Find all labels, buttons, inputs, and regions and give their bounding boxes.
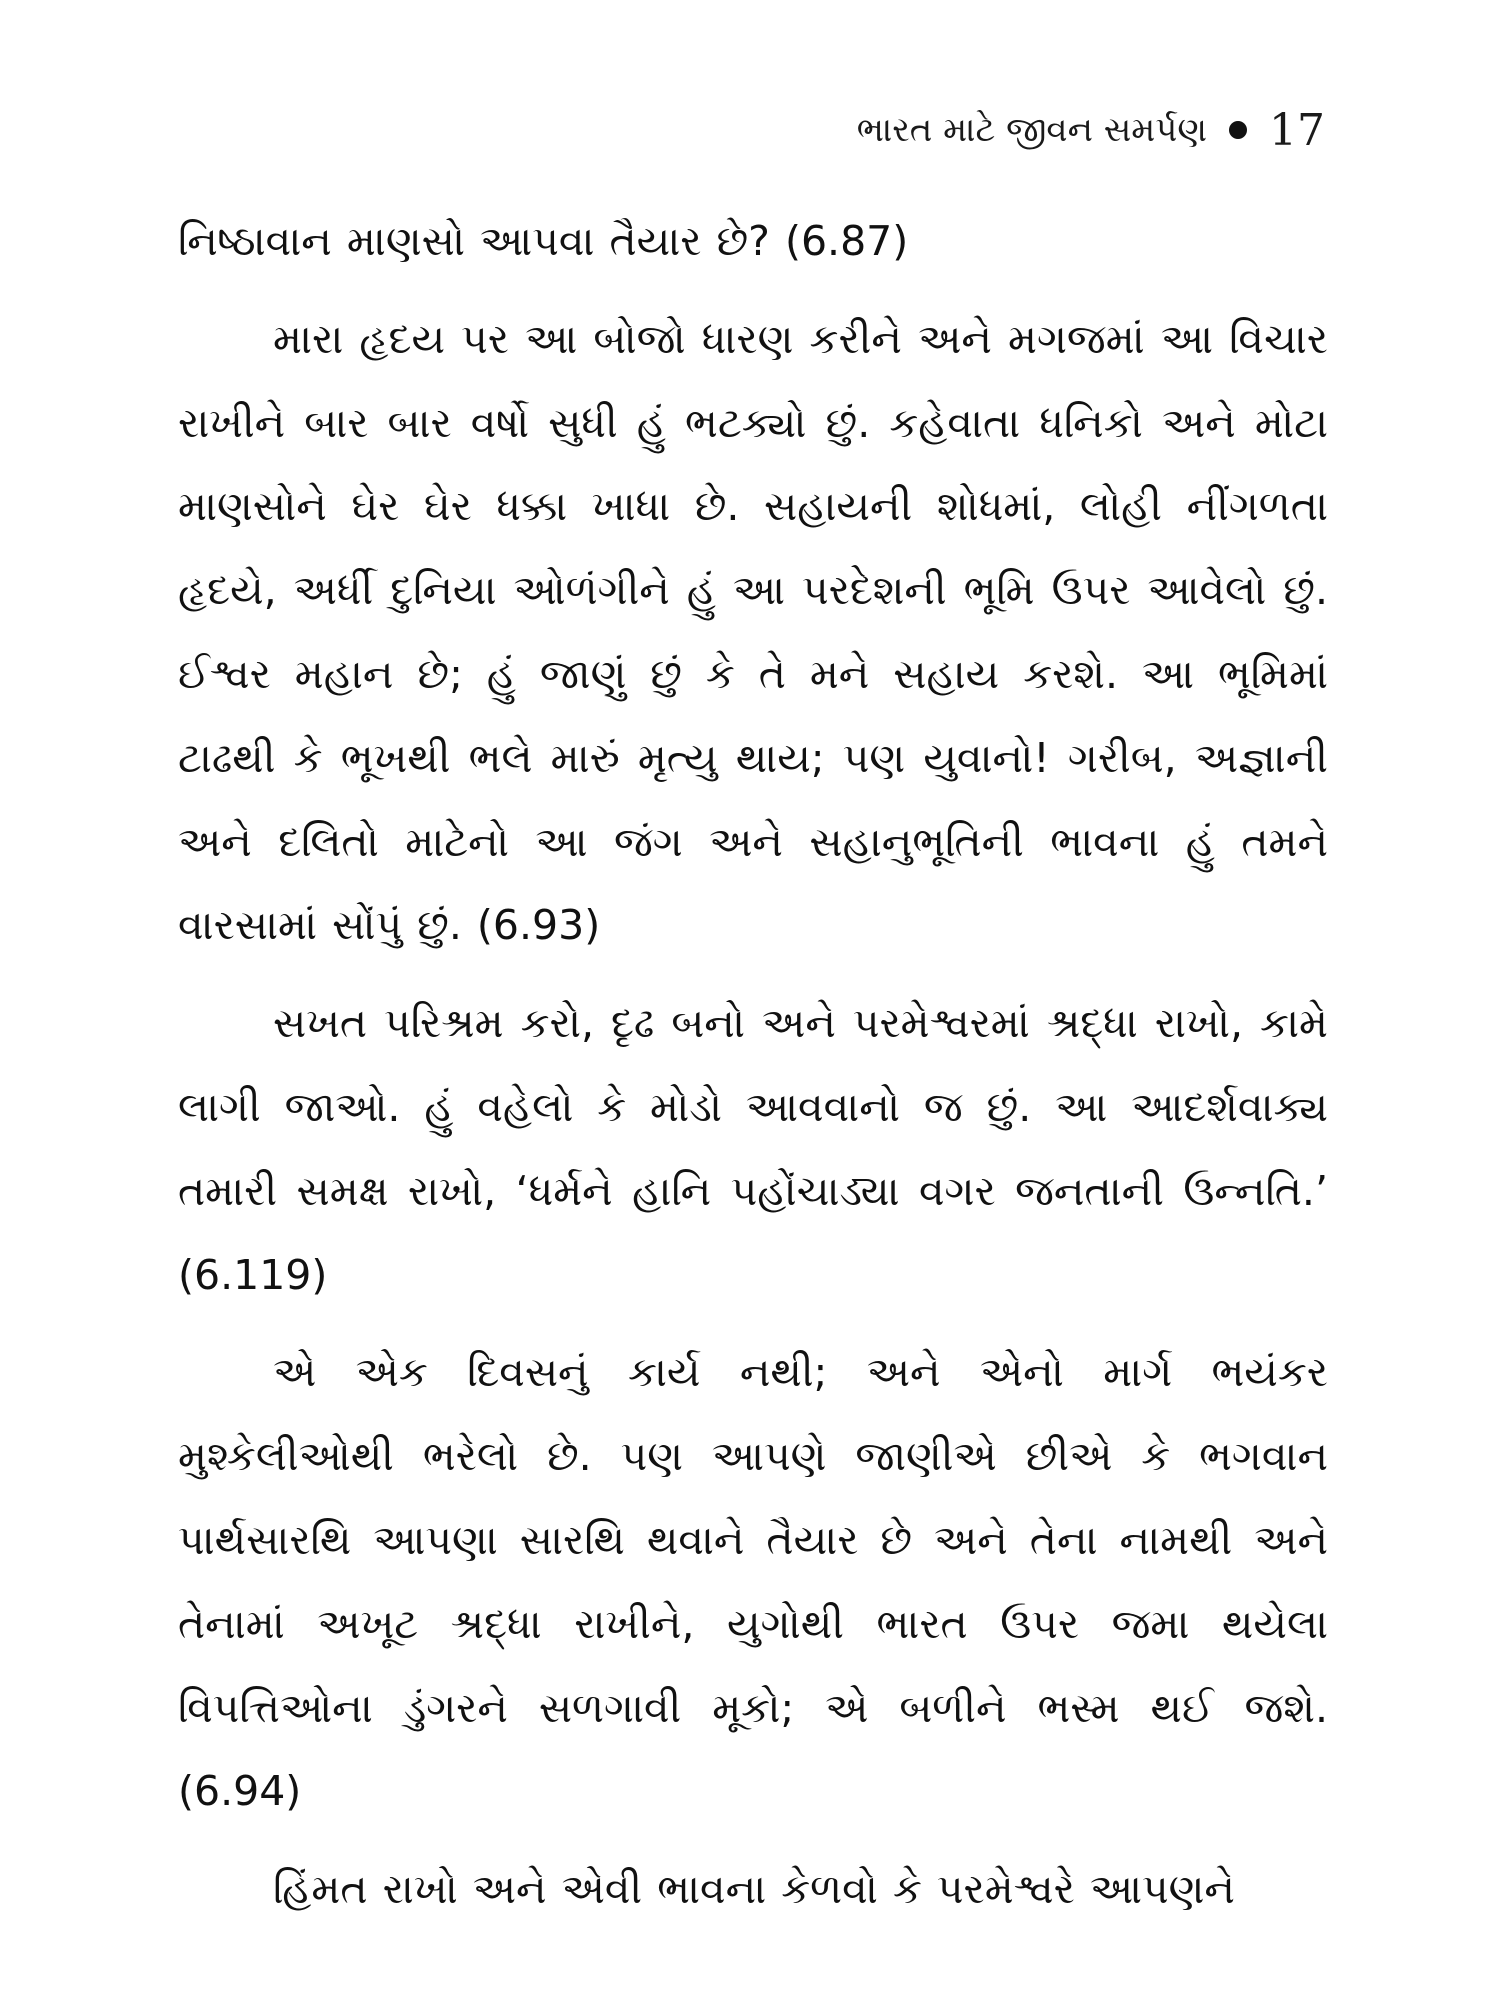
paragraph: મારા હૃદય પર આ બોજો ધારણ કરીને અને મગજમાં આ વિચાર રાખીને બાર બાર વર્ષો સુધી હું ભટક્યો છું. કહેવાતા ધનિકો અને મોટા માણસોને ઘેર ઘેર ધક્કા ખાધા છે. સહાયની શોધમાં, લોહી નીંગળતા હૃદયે, અર્ધી દુનિયા ઓળંગીને હું આ પરદેશની ભૂમિ ઉપર આવેલો છું. ઈશ્વર મહાન છે; હું જાણું છું કે તે મને સહાય કરશે. આ ભૂમિમાં ટાઢથી કે ભૂખથી ભલે મારું મૃત્યુ થાય; પણ યુવાનો! ગરીબ, અજ્ઞાની અને દલિતો માટેનો આ જંગ અને સહાનુભૂતિની ભાવના હું તમને વારસામાં સોંપું છું. (6.93) (178, 314, 1328, 950)
body-text (178, 200, 1328, 1932)
running-header (857, 100, 1325, 160)
running-title: ભારત માટે જીવન સમર્પણ (856, 110, 1207, 150)
paragraph-continued: નિષ્ઠાવાન માણસો આપવા તૈયાર છે? (6.87) (178, 217, 909, 265)
page-number: 17 (1269, 104, 1325, 156)
paragraph: હિંમત રાખો અને એવી ભાવના કેળવો કે પરમેશ્વરે આપણને (273, 1865, 1235, 1914)
paragraph: એ એક દિવસનું કાર્ય નથી; અને એનો માર્ગ ભયંકર મુશ્કેલીઓથી ભરેલો છે. પણ આપણે જાણીએ છીએ કે ભગવાન પાર્થસારથિ આપણા સારથિ થવાને તૈયાર છે અને તેના નામથી અને તેનામાં અખૂટ શ્રદ્ધા રાખીને, યુગોથી ભારત ઉપર જમા થયેલા વિપત્તિઓના ડુંગરને સળગાવી મૂકો; એ બળીને ભસ્મ થઈ જશે. (6.94) (178, 1348, 1328, 1816)
paragraph: સખત પરિશ્રમ કરો, દૃઢ બનો અને પરમેશ્વરમાં શ્રદ્ધા રાખો, કામે લાગી જાઓ. હું વહેલો કે મોડો આવવાનો જ છું. આ આદર્શવાક્ય તમારી સમક્ષ રાખો, ‘ધર્મને હાનિ પહોંચાડ્યા વગર જનતાની ઉન્નતિ.’ (6.119) (178, 999, 1328, 1299)
bullet-separator (1229, 121, 1247, 139)
